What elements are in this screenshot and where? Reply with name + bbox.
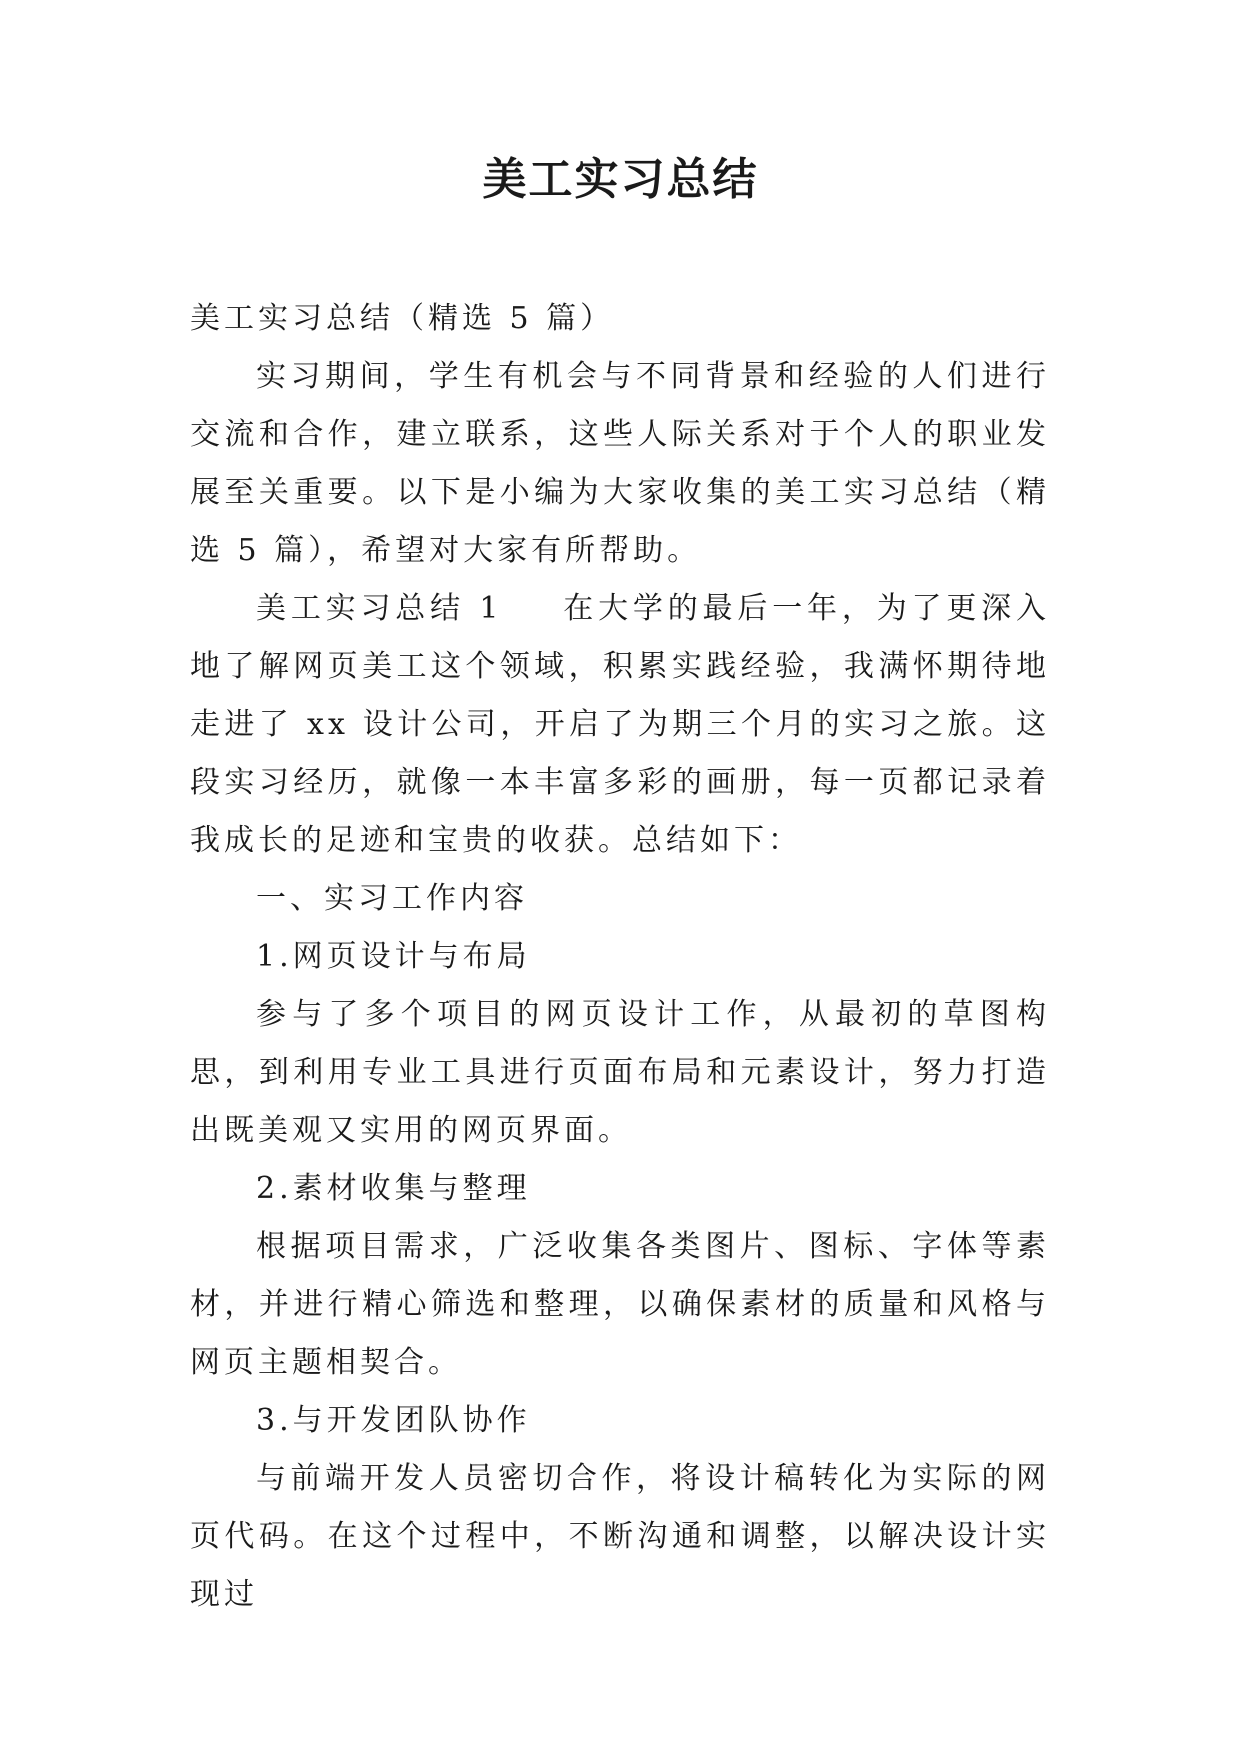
document-body <box>190 290 1050 1624</box>
materials-paragraph: 根据项目需求，广泛收集各类图片、图标、字体等素材，并进行精心筛选和整理，以确保素材的质量和风格与网页主题相契合。 <box>190 1229 1050 1380</box>
subheading-web-design: 1.网页设计与布局 <box>256 939 531 974</box>
section-1-heading: 美工实习总结 1 <box>256 591 503 626</box>
section-1-paragraph <box>190 580 1050 870</box>
subheading-materials: 2.素材收集与整理 <box>256 1171 531 1206</box>
heading-work-content: 一、实习工作内容 <box>256 881 528 916</box>
web-design-paragraph: 参与了多个项目的网页设计工作，从最初的草图构思，到利用专业工具进行页面布局和元素设计，努力打造出既美观又实用的网页界面。 <box>190 997 1050 1148</box>
document-title: 美工实习总结 <box>482 154 759 205</box>
subheading-team: 3.与开发团队协作 <box>256 1403 531 1438</box>
subtitle-paragraph: 美工实习总结（精选 5 篇） <box>190 301 615 336</box>
section-1-text: 在大学的最后一年，为了更深入地了解网页美工这个领域，积累实践经验，我满怀期待地走进了 xx 设计公司，开启了为期三个月的实习之旅。这段实习经历，就像一本丰富多彩的画册，每一页都记录着我成长的足迹和宝贵的收获。总结如下： <box>190 591 1051 858</box>
intro-paragraph: 实习期间，学生有机会与不同背景和经验的人们进行交流和合作，建立联系，这些人际关系对于个人的职业发展至关重要。以下是小编为大家收集的美工实习总结（精选 5 篇），希望对大家有所帮助。 <box>190 359 1050 568</box>
team-paragraph: 与前端开发人员密切合作，将设计稿转化为实际的网页代码。在这个过程中，不断沟通和调整，以解决设计实现过 <box>190 1461 1050 1612</box>
